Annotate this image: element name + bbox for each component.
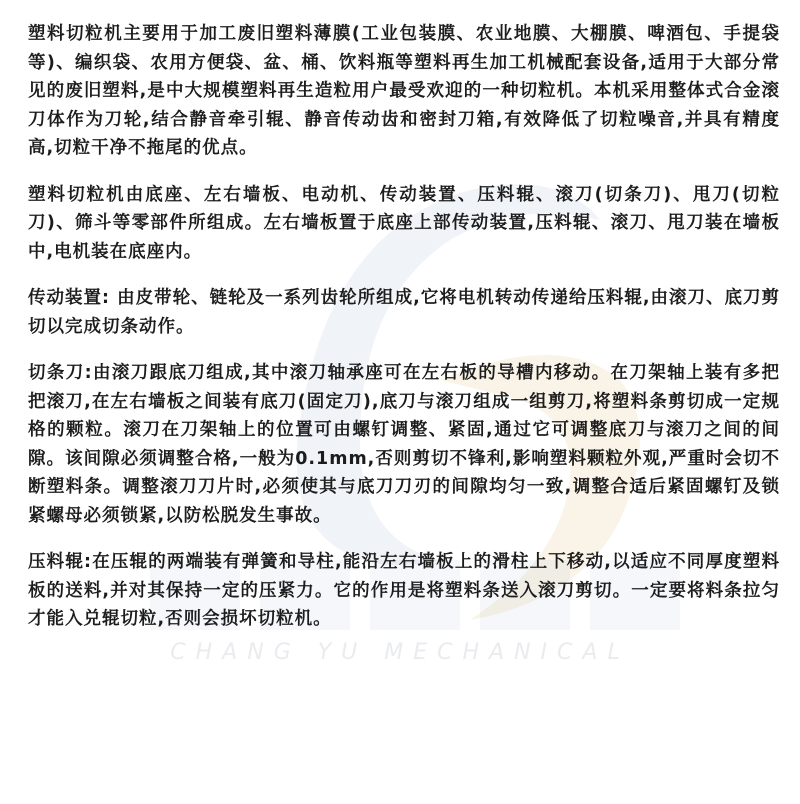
paragraph-press-roller: 压料辊:在压辊的两端装有弹簧和导柱,能沿左右墙板上的滑柱上下移动,以适应不同厚度塑料板的送料,并对其保持一定的压紧力。它的作用是将塑料条送入滚刀剪切。一定要将料条拉匀才能入兑辊切粒,否则会损坏切粒机。 (28, 552, 780, 629)
paragraph-structure: 塑料切粒机由底座、左右墙板、电动机、传动装置、压料辊、滚刀(切条刀)、甩刀(切粒刀)、筛斗等零部件所组成。左右墙板置于底座上部传动装置,压料辊、滚刀、甩刀装在墙板中,电机装在底座内。 (28, 184, 780, 262)
article-body (28, 20, 780, 652)
paragraph-transmission: 传动装置: 由皮带轮、链轮及一系列齿轮所组成,它将电机转动传递给压料辊,由滚刀、底刀剪切以完成切条动作。 (28, 288, 780, 337)
watermark-text: CHANG YU MECHANICAL (170, 640, 630, 665)
paragraph-cutter: 切条刀:由滚刀跟底刀组成,其中滚刀轴承座可在左右板的导槽内移动。在刀架轴上装有多把把滚刀,在左右墙板之间装有底刀(固定刀),底刀与滚刀组成一组剪刀,将塑料条剪切成一定规格的颗粒。滚刀在刀架轴上的位置可由螺钉调整、紧固,通过它可调整底刀与滚刀之间的间隙。该间隙必须调整合格,一般为0.1mm,否则剪切不锋利,影响塑料颗粒外观,严重时会切不断塑料条。调整滚刀刀片时,必须使其与底刀刀刃的间隙均匀一致,调整合适后紧固螺钉及锁紧螺母必须锁紧,以防松脱发生事故。 (28, 363, 780, 526)
paragraph-intro: 塑料切粒机主要用于加工废旧塑料薄膜(工业包装膜、农业地膜、大棚膜、啤酒包、手提袋等)、编织袋、农用方便袋、盆、桶、饮料瓶等塑料再生加工机械配套设备,适用于大部分常见的废旧塑料,是中大规模塑料再生造粒用户最受欢迎的一种切粒机。本机采用整体式合金滚刀体作为刀轮,结合静音牵引辊、静音传动齿和密封刀箱,有效降低了切粒噪音,并具有精度高,切粒干净不拖尾的优点。 (28, 24, 780, 158)
